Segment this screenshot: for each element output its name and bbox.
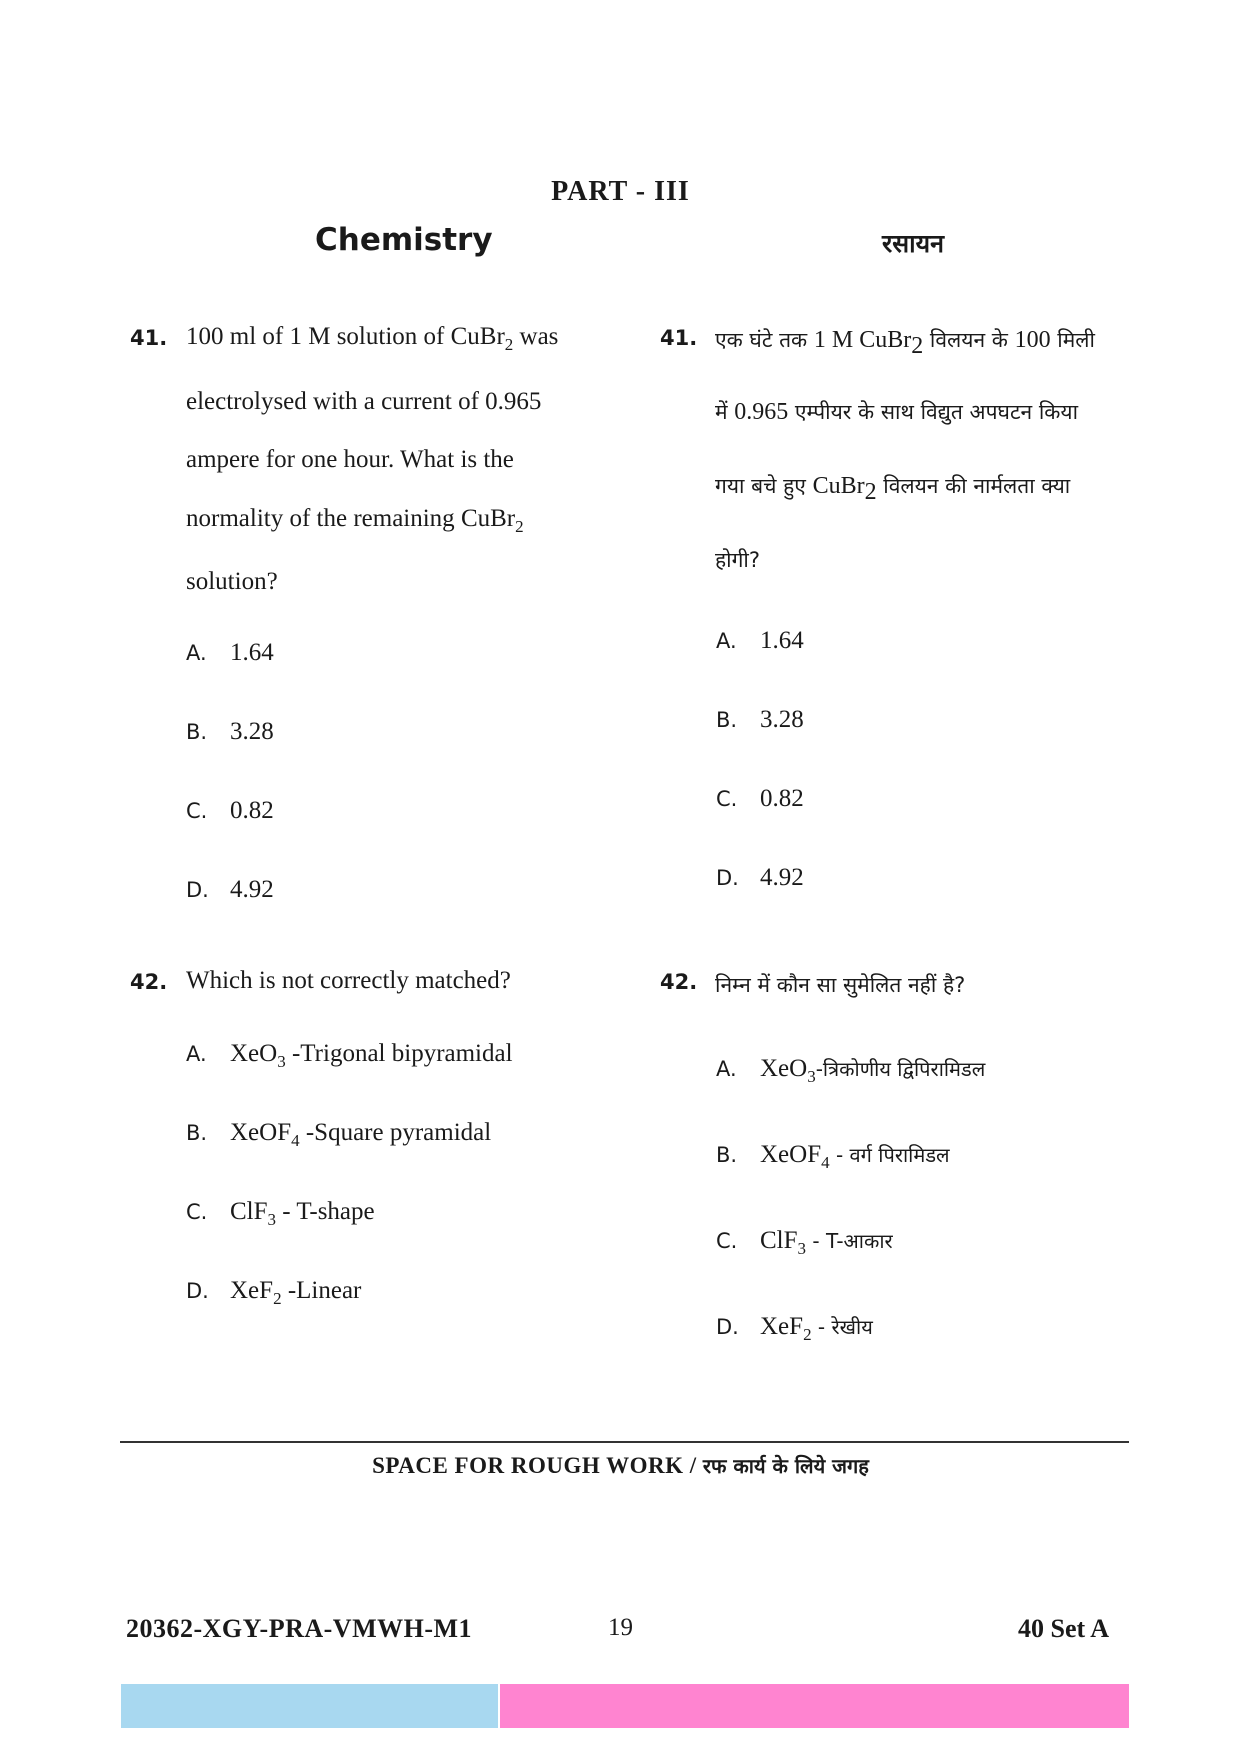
set-label: 40 Set A (1018, 1614, 1109, 1643)
q41-option-b-hi: B. 3.28 (716, 706, 804, 733)
q42-option-d-en: D. XeF$_2$ -Linear (186, 1277, 362, 1308)
question-41-line-1-en: 100 ml of 1 M solution of CuBr$_2$ was (186, 323, 559, 354)
q42-option-a-hi: A. XeO$_3$-त्रिकोणीय द्विपिरामिडल (716, 1055, 986, 1086)
q41-option-c-en: C. 0.82 (186, 797, 274, 824)
q42-option-d-hi: D. XeF$_2$ - रेखीय (716, 1313, 873, 1344)
question-41-line-3-en: ampere for one hour. What is the (186, 446, 514, 473)
q41-option-c-hi: C. 0.82 (716, 785, 804, 812)
q42-option-b-en: B. XeOF$_4$ -Square pyramidal (186, 1119, 492, 1150)
q42-option-b-hi: B. XeOF$_4$ - वर्ग पिरामिडल (716, 1141, 950, 1172)
question-41-line-4-hi: होगी? (715, 548, 760, 572)
question-41-number-hi: 41. (660, 326, 698, 350)
q41-option-d-en: D. 4.92 (186, 876, 274, 903)
question-41-number-en: 41. (130, 326, 168, 350)
footer-color-bar-pink (500, 1684, 1129, 1728)
q42-option-c-en: C. ClF$_3$ - T-shape (186, 1198, 375, 1229)
footer-color-bar-blue (121, 1684, 498, 1728)
part-heading: PART - III (551, 176, 690, 207)
question-41-line-3-hi: गया बचे हुए CuBr$_2$ विलयन की नार्मलता क्या (715, 473, 1071, 505)
q41-option-b-en: B. 3.28 (186, 718, 274, 745)
question-41-line-1-hi: एक घंटे तक 1 M CuBr$_2$ विलयन के 100 मिली (715, 327, 1095, 359)
q41-option-a-en: A. 1.64 (186, 639, 274, 666)
question-42-number-en: 42. (130, 970, 168, 994)
question-42-stem-hi: निम्न में कौन सा सुमेलित नहीं है? (715, 973, 966, 997)
question-42-number-hi: 42. (660, 970, 698, 994)
q42-option-c-hi: C. ClF$_3$ - T-आकार (716, 1227, 893, 1258)
subject-heading-english: Chemistry (315, 222, 493, 258)
q41-option-a-hi: A. 1.64 (716, 627, 804, 654)
question-41-line-2-en: electrolysed with a current of 0.965 (186, 388, 542, 415)
booklet-code: 20362-XGY-PRA-VMWH-M1 (126, 1614, 473, 1643)
q41-option-d-hi: D. 4.92 (716, 864, 804, 891)
rough-work-label: SPACE FOR ROUGH WORK / रफ कार्य के लिये जगह (372, 1453, 869, 1478)
question-41-line-4-en: normality of the remaining CuBr$_2$ (186, 505, 524, 536)
question-41-line-5-en: solution? (186, 568, 278, 595)
question-42-stem-en: Which is not correctly matched? (186, 967, 511, 994)
subject-heading-hindi: रसायन (882, 229, 944, 258)
rough-work-divider (120, 1441, 1129, 1443)
q42-option-a-en: A. XeO$_3$ -Trigonal bipyramidal (186, 1040, 513, 1071)
page-number: 19 (608, 1614, 633, 1641)
question-41-line-2-hi: में 0.965 एम्पीयर के साथ विद्युत अपघटन किया (715, 399, 1079, 425)
